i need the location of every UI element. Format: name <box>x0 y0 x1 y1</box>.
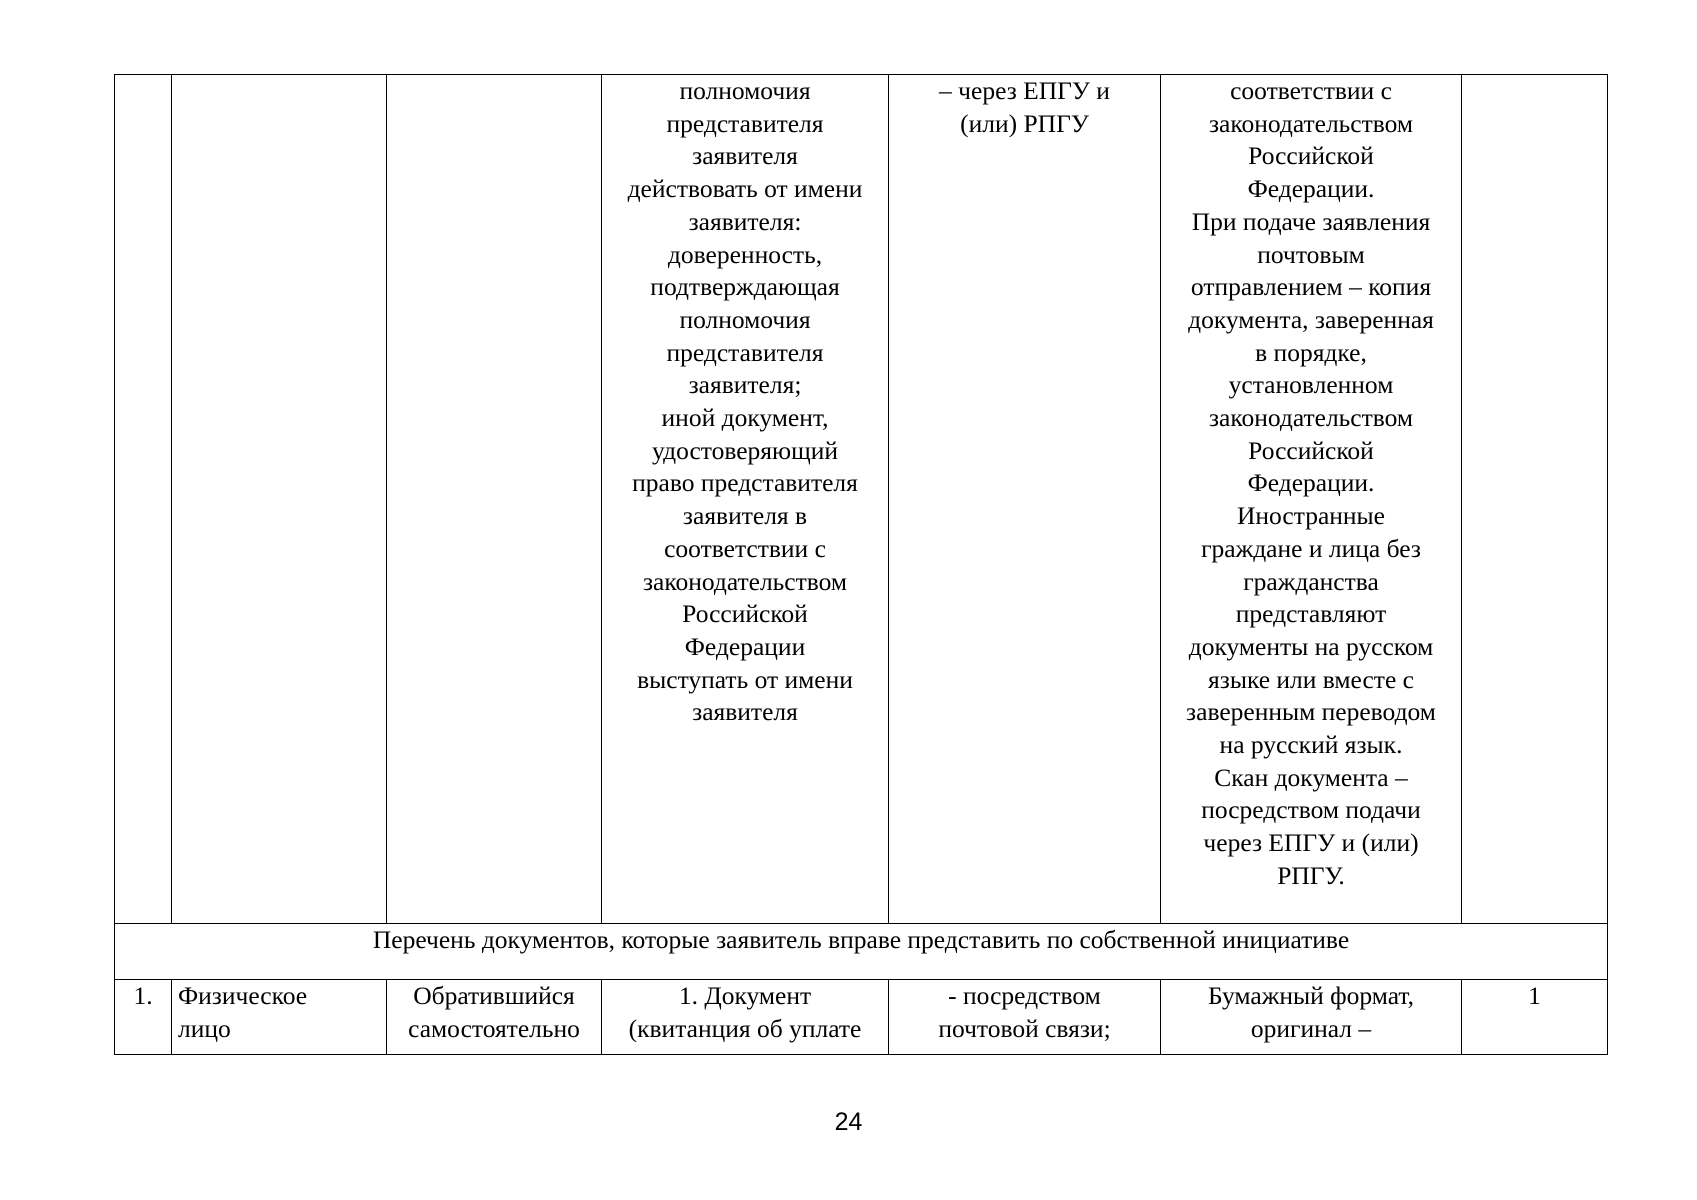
cell-text-line: заявителя в <box>682 501 808 531</box>
cell-text-line: Физическое <box>178 981 308 1010</box>
cell-text-line: законодательством <box>1208 403 1414 433</box>
cell-text-line: почтовым <box>1257 239 1365 269</box>
cell-number: 1. <box>115 980 172 1055</box>
cell-text-line: языке или вместе с <box>1208 664 1414 694</box>
cell-text-line: Скан документа – <box>1214 762 1408 792</box>
cell-text-line: заявителя <box>692 141 798 171</box>
cell-text-line: Российской <box>1248 435 1374 465</box>
cell-document-description <box>602 75 889 924</box>
cell-text-line: удостоверяющий <box>651 435 839 465</box>
cell-text-line: (или) РПГУ <box>960 108 1089 138</box>
cell-text-line: – через ЕПГУ и <box>939 76 1110 105</box>
table-row-section-heading <box>115 924 1608 980</box>
cell-document-format <box>1161 75 1462 924</box>
cell-text-line: представляют <box>1235 599 1387 629</box>
cell-text-line: почтовой связи; <box>938 1013 1111 1043</box>
cell-text-line: Российской <box>1248 141 1374 171</box>
cell-text-line: документа, заверенная <box>1188 304 1434 334</box>
cell-who-applies <box>387 980 602 1055</box>
page-number: 24 <box>834 1108 863 1136</box>
cell-text-line: выступать от имени <box>637 664 853 694</box>
table-row <box>115 980 1608 1055</box>
cell-text-line: действовать от имени <box>627 174 863 204</box>
cell-text-line: на русский язык. <box>1219 730 1403 760</box>
cell-text-line: заявителя; <box>688 370 802 400</box>
cell-text-line: оригинал – <box>1250 1013 1372 1043</box>
cell-text-line: законодательством <box>1208 108 1414 138</box>
cell-text-line: Федерации <box>684 631 806 661</box>
cell-count <box>1462 75 1608 924</box>
cell-text-line: (квитанция об уплате <box>628 1013 862 1043</box>
cell-submission-method <box>889 75 1161 924</box>
cell-text-line: полномочия <box>679 76 811 105</box>
cell-text-line: лицо <box>178 1013 231 1043</box>
cell-who-applies <box>387 75 602 924</box>
cell-submission-method <box>889 980 1161 1055</box>
document-table <box>114 74 1608 1055</box>
section-heading: Перечень документов, которые заявитель вправе представить по собственной инициативе <box>115 924 1608 980</box>
cell-text-line: в порядке, <box>1255 337 1367 367</box>
cell-text-line: РПГУ. <box>1277 860 1345 890</box>
cell-text-line: Российской <box>682 599 808 629</box>
cell-text-line: гражданства <box>1243 566 1379 596</box>
cell-text-line: доверенность, <box>667 239 823 269</box>
cell-text-line: полномочия <box>679 304 811 334</box>
cell-text-line: Иностранные <box>1236 501 1386 531</box>
table-row-continuation <box>115 75 1608 924</box>
cell-text-line: 1. Документ <box>678 981 812 1010</box>
cell-text-line: При подаче заявления <box>1191 206 1431 236</box>
cell-text-line: Федерации. <box>1247 468 1375 498</box>
cell-text-line: заявителя <box>692 697 798 727</box>
cell-text-line: - посредством <box>948 981 1101 1010</box>
cell-text-line: иной документ, <box>661 403 829 433</box>
cell-document-description <box>602 980 889 1055</box>
cell-text-line: заверенным переводом <box>1186 697 1436 727</box>
cell-text-line: граждане и лица без <box>1201 533 1421 563</box>
cell-text-line: заявителя: <box>688 206 802 236</box>
cell-text-line: посредством подачи <box>1201 795 1421 825</box>
cell-text-line: Обратившийся <box>413 981 575 1010</box>
cell-text-line: законодательством <box>642 566 848 596</box>
cell-text-line: через ЕПГУ и (или) <box>1203 828 1419 858</box>
cell-applicant <box>172 980 387 1055</box>
cell-text-line: представителя <box>666 337 824 367</box>
cell-number <box>115 75 172 924</box>
cell-text-line: Бумажный формат, <box>1208 981 1414 1010</box>
cell-text-line: право представителя <box>632 468 858 498</box>
cell-text-line: Федерации. <box>1247 174 1375 204</box>
cell-text-line: документы на русском <box>1188 631 1434 661</box>
cell-count: 1 <box>1462 980 1608 1055</box>
cell-text-line: подтверждающая <box>650 272 840 302</box>
cell-text-line: установленном <box>1228 370 1394 400</box>
cell-text-line: самостоятельно <box>408 1013 580 1043</box>
cell-text-line: соответствии с <box>664 533 826 563</box>
cell-text-line: представителя <box>666 108 824 138</box>
cell-applicant <box>172 75 387 924</box>
cell-document-format <box>1161 980 1462 1055</box>
cell-text-line: отправлением – копия <box>1190 272 1432 302</box>
cell-text-line: соответствии с <box>1230 76 1392 105</box>
